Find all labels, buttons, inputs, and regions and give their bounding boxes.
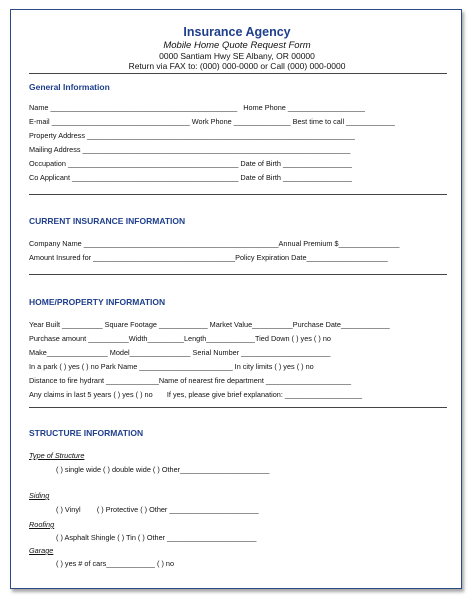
park-row[interactable]: In a park ( ) yes ( ) no Park Name _______________________ In city limits ( ) yes ( ) no [29,362,314,371]
section-heading-insurance: CURRENT INSURANCE INFORMATION [29,216,186,226]
name-phone-row[interactable]: Name ______________________________________________ Home Phone ___________________ [29,103,365,112]
roofing-label: Roofing [29,520,55,529]
year-built-row[interactable]: Year Built __________ Square Footage ____________ Market Value__________Purchase Date____________ [29,320,390,329]
form-sheet [10,9,462,589]
garage-label: Garage [29,546,54,555]
siding-label: Siding [29,491,50,500]
type-of-structure-options[interactable]: ( ) single wide ( ) double wide ( ) Other______________________ [56,465,270,474]
agency-address: 0000 Santiam Hwy SE Albany, OR 00000 [159,51,315,61]
siding-options[interactable]: ( ) Vinyl ( ) Protective ( ) Other ______________________ [56,505,259,514]
section-heading-general: General Information [29,82,110,92]
form-subtitle: Mobile Home Quote Request Form [163,40,311,51]
property-address-row[interactable]: Property Address __________________________________________________________________ [29,131,355,140]
divider [29,194,447,195]
co-applicant-row[interactable]: Co Applicant _________________________________________ Date of Birth _________________ [29,173,352,182]
email-work-row[interactable]: E-mail __________________________________ Work Phone ______________ Best time to call ____________ [29,117,395,126]
fax-instructions: Return via FAX to: (000) 000-0000 or Call (000) 000-0000 [128,61,346,71]
amount-expiration-row[interactable]: Amount Insured for ___________________________________Policy Expiration Date____________________ [29,253,388,262]
claims-row[interactable]: Any claims in last 5 years ( ) yes ( ) no If yes, please give brief explanation: ___________________ [29,390,363,399]
divider [29,274,447,275]
mailing-address-row[interactable]: Mailing Address __________________________________________________________________ [29,145,351,154]
type-of-structure-label: Type of Structure [29,451,85,460]
make-model-row[interactable]: Make_______________ Model_______________ Serial Number ______________________ [29,348,331,357]
garage-options[interactable]: ( ) yes # of cars____________ ( ) no [56,559,175,568]
divider [29,407,447,408]
divider [29,73,447,74]
purchase-amount-row[interactable]: Purchase amount __________Width_________Length____________Tied Down ( ) yes ( ) no [29,334,331,343]
fire-hydrant-row[interactable]: Distance to fire hydrant _____________Name of nearest fire department _____________________ [29,376,352,385]
company-premium-row[interactable]: Company Name ________________________________________________Annual Premium $_______________ [29,239,400,248]
section-heading-home: HOME/PROPERTY INFORMATION [29,297,166,307]
roofing-options[interactable]: ( ) Asphalt Shingle ( ) Tin ( ) Other ______________________ [56,533,257,542]
form-title: Insurance Agency [183,25,291,39]
occupation-row[interactable]: Occupation __________________________________________ Date of Birth _________________ [29,159,352,168]
section-heading-structure: STRUCTURE INFORMATION [29,428,144,438]
